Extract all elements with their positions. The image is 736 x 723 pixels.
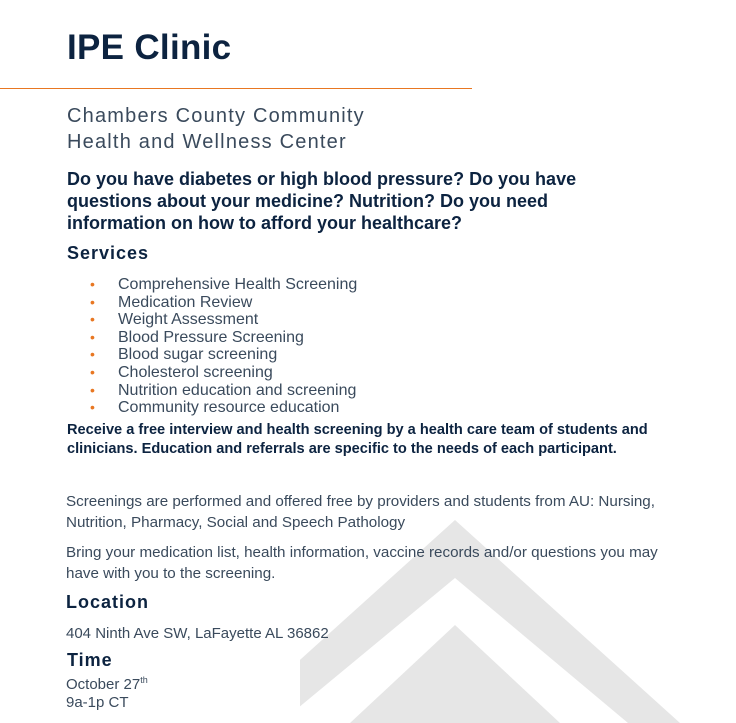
bullet-icon: • [90, 293, 95, 310]
list-item: • Blood Pressure Screening [90, 328, 304, 346]
list-item: • Cholesterol screening [90, 363, 273, 381]
subtitle-line-2: Health and Wellness Center [67, 131, 347, 153]
time-heading: Time [67, 650, 113, 670]
bullet-icon: • [90, 381, 95, 398]
list-item: • Weight Assessment [90, 311, 259, 329]
subtitle-line-1: Chambers County Community [67, 105, 365, 127]
page-title: IPE Clinic [67, 28, 232, 67]
list-item: • Nutrition education and screening [90, 381, 357, 399]
location-heading: Location [66, 592, 149, 612]
bullet-icon: • [90, 328, 95, 345]
bullet-icon: • [90, 276, 95, 292]
bullet-icon: • [90, 346, 95, 363]
free-screening-statement: Receive a free interview and health screening by a health care team of students and clinicians. Education and referrals are specific to the needs of each participant. [67, 422, 648, 457]
title-divider [0, 88, 472, 89]
list-item: • Community resource education [90, 399, 340, 417]
intro-questions: Do you have diabetes or high blood pressure? Do you have questions about your medicine? Nutrition? Do you need information on how to afford your healthcare? [67, 169, 577, 233]
list-item: • Comprehensive Health Screening [90, 276, 358, 293]
subtitle [67, 103, 365, 155]
event-date [66, 675, 148, 693]
services-list [90, 276, 357, 417]
bullet-icon: • [90, 399, 95, 416]
bullet-icon: • [90, 363, 95, 380]
address: 404 Ninth Ave SW, LaFayette AL 36862 [66, 625, 329, 642]
list-item: • Medication Review [90, 293, 253, 311]
event-hours: 9a-1p CT [66, 694, 129, 711]
date-suffix: th [140, 675, 148, 685]
list-item: • Blood sugar screening [90, 346, 278, 364]
bring-items-paragraph: Bring your medication list, health information, vaccine records and/or questions you may have with you to the screening. [66, 544, 658, 582]
services-heading: Services [67, 243, 150, 263]
event-date-text: October 27 [66, 676, 141, 693]
providers-paragraph: Screenings are performed and offered free by providers and students from AU: Nursing, Nutrition, Pharmacy, Social and Speech Pathology [66, 493, 655, 531]
bullet-icon: • [90, 311, 95, 328]
